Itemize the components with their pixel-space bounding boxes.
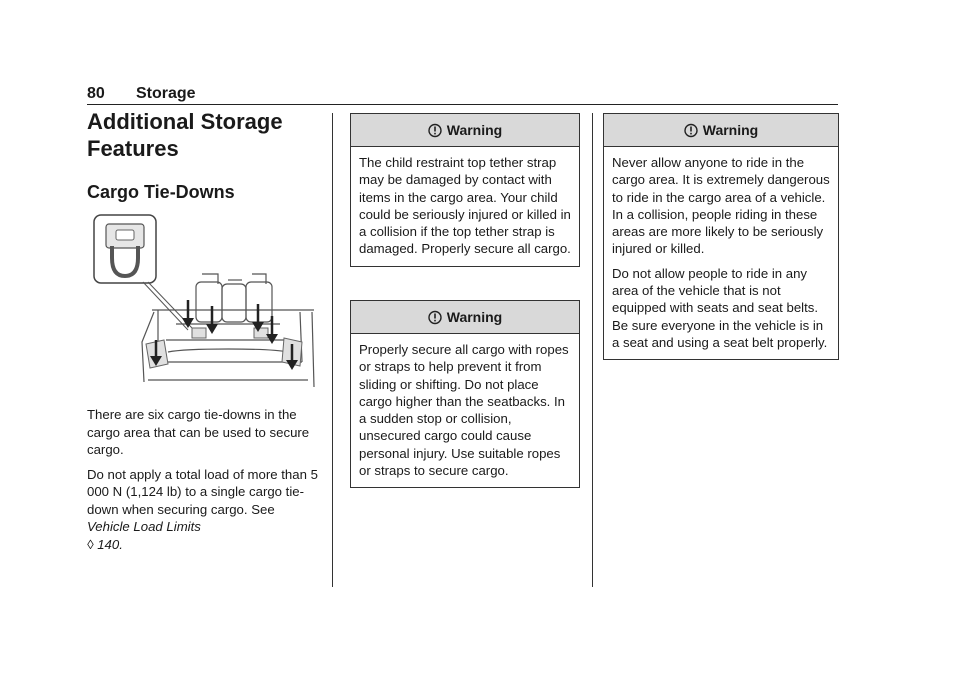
cargo-tie-down-illustration [88, 212, 316, 392]
section-heading: Cargo Tie-Downs [87, 182, 235, 202]
column-divider [592, 113, 593, 587]
warning-text: Never allow anyone to ride in the cargo area. It is extremely dangerous to ride in the cargo area of a vehicle. In a collision, people riding in these areas are more likely to be seriously injured or killed. [612, 155, 830, 257]
page-number: 80 [87, 85, 105, 102]
warning-body [351, 147, 579, 266]
warning-title: Warning [446, 309, 503, 325]
warning-icon [428, 123, 442, 138]
warning-body [604, 147, 838, 359]
page-header [87, 84, 838, 105]
warning-title: Warning [446, 122, 503, 138]
paragraph-text: Do not apply a total load of more than 5 000 N (1,124 lb) to a single cargo tie-down when securing cargo. See [87, 466, 318, 517]
paragraph [87, 466, 321, 554]
column-1 [87, 108, 319, 203]
warning-text: Do not allow people to ride in any area of the vehicle that is not equipped with seats and seat belts. Be sure everyone in the vehicle is in a seat and using a seat belt properly. [612, 265, 828, 350]
warning-icon [428, 310, 442, 325]
warning-header [351, 301, 579, 334]
page-ref-number: 140. [97, 536, 123, 552]
page-reference[interactable] [87, 537, 123, 552]
warning-text: Properly secure all cargo with ropes or straps to help prevent it from sliding or shifting. Do not place cargo higher than the seatbacks. In a sudden stop or collision, unsecured cargo could cause personal injury. Use suitable ropes or straps to secure cargo. [359, 342, 569, 479]
paragraph: There are six cargo tie-downs in the cargo area that can be used to secure cargo. [87, 407, 310, 457]
page-ref-icon: ◊ [87, 536, 98, 552]
warning-box [350, 113, 580, 267]
body-text [87, 406, 321, 560]
warning-box [350, 300, 580, 488]
warning-icon [684, 123, 698, 138]
section-name: Storage [136, 85, 196, 102]
warning-body [351, 334, 579, 487]
warning-title: Warning [702, 122, 759, 138]
warning-header [604, 114, 838, 147]
warning-text: The child restraint top tether strap may be damaged by contact with items in the cargo area. Your child could be seriously injured or killed in a collision if the top tether strap is damaged. Properly secure all cargo. [359, 155, 571, 257]
cross-reference-link[interactable]: Vehicle Load Limits [87, 519, 201, 534]
warning-box [603, 113, 839, 360]
warning-header [351, 114, 579, 147]
page-title: Additional Storage Features [87, 109, 283, 161]
column-divider [332, 113, 333, 587]
